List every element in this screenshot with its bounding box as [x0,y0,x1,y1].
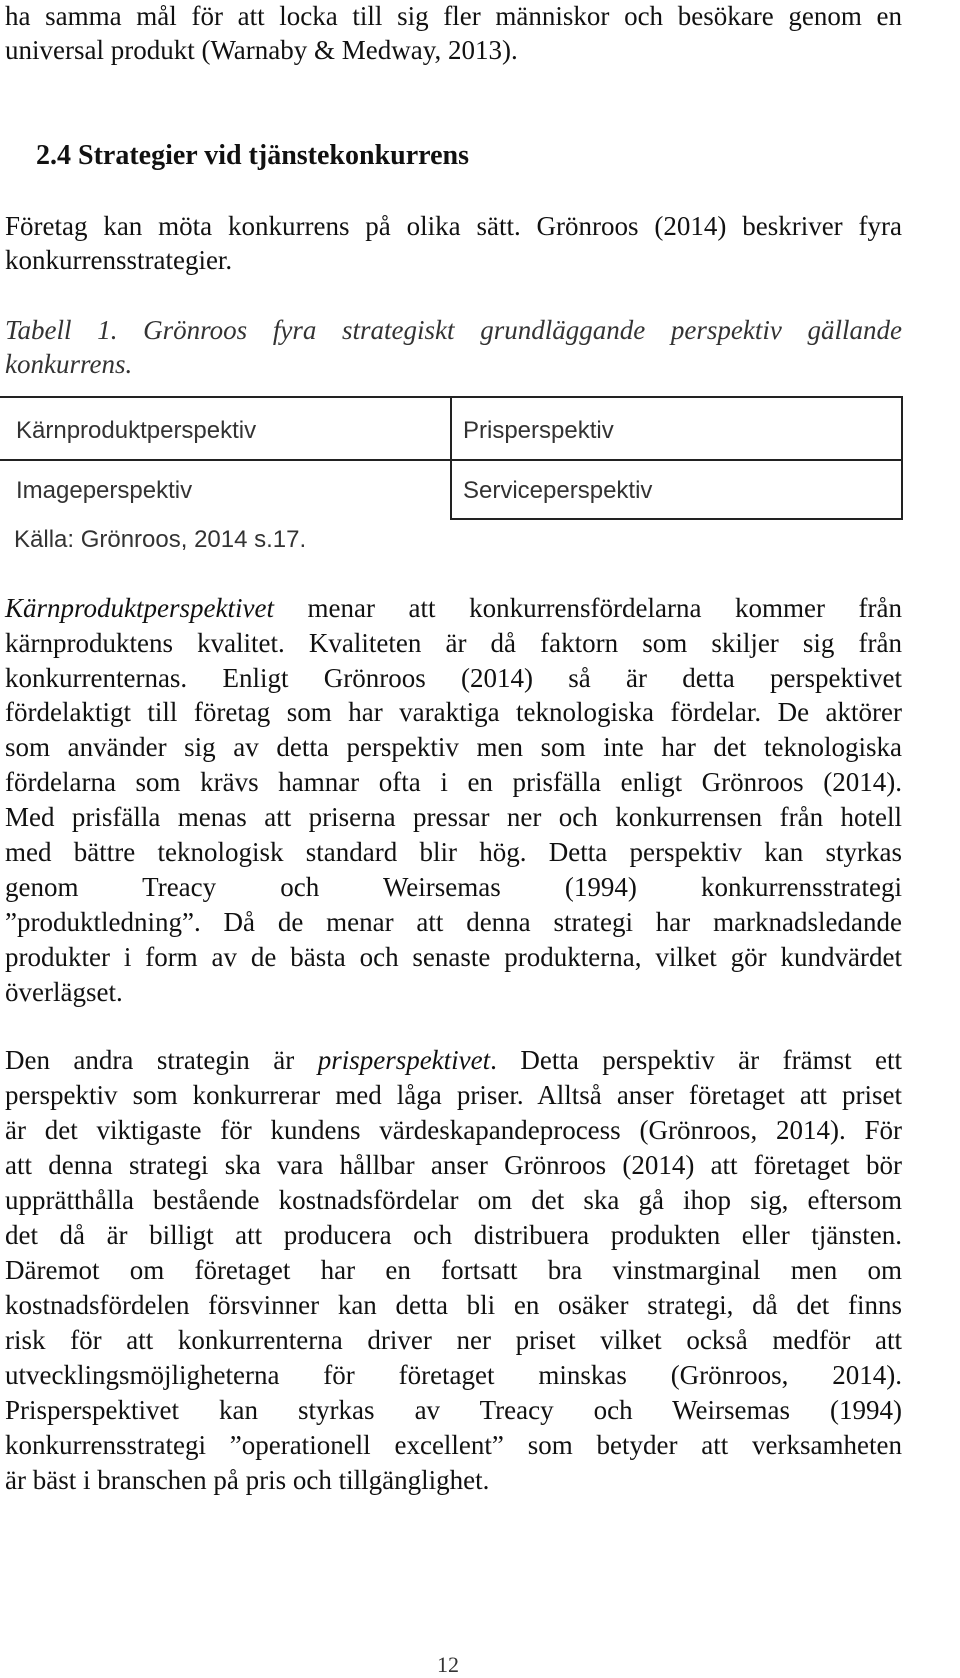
body-line: risk för att konkurrenterna driver ner priset vilket också medför att [5,1325,902,1355]
body-line: fördelaktigt till företag som har varaktiga teknologiska fördelar. De aktörer [5,697,902,727]
body-line: med bättre teknologisk standard blir hög. Detta perspektiv kan styrkas [5,837,902,867]
table-border [901,396,903,520]
table-caption: Tabell 1. Grönroos fyra strategiskt grundläggande perspektiv gällande [5,315,902,345]
table-border [450,396,452,520]
body-line: upprätthålla bestående kostnadsfördelar om det ska gå ihop sig, eftersom [5,1185,902,1215]
body-line: fördelarna som krävs hamnar ofta i en prisfälla enligt Grönroos (2014). [5,767,902,797]
table-source: Källa: Grönroos, 2014 s.17. [14,526,307,553]
page-number: 12 [437,1652,459,1677]
body-line [5,1043,902,1077]
body-line: produkter i form av de bästa och senaste produkterna, vilket gör kundvärdet [5,942,902,972]
table-cell: Serviceperspektiv [463,477,653,504]
body-line: konkurrensstrategier. [5,245,233,275]
table-caption: konkurrens. [5,349,133,379]
body-text: . Detta perspektiv är främst ett [490,1045,903,1075]
body-line: utvecklingsmöjligheterna för företaget minskas (Grönroos, 2014). [5,1360,902,1390]
body-line: kostnadsfördelen försvinner kan detta bli en osäker strategi, då det finns [5,1290,902,1320]
body-line: Prisperspektivet kan styrkas av Treacy och Weirsemas (1994) [5,1395,902,1425]
table-cell: Kärnproduktperspektiv [16,417,257,444]
body-line: Däremot om företaget har en fortsatt bra vinstmarginal men om [5,1255,902,1285]
perspectives-table [0,396,903,520]
emphasis: prisperspektivet [317,1045,491,1075]
body-line: överlägset. [5,977,123,1007]
body-line: Företag kan möta konkurrens på olika sätt. Grönroos (2014) beskriver fyra [5,211,902,241]
body-text: menar att konkurrensfördelarna kommer från [307,593,903,623]
body-line: konkurrensstrategi ”operationell excellent” som betyder att verksamheten [5,1430,902,1460]
body-text: Den andra strategin är [5,1045,295,1075]
table-border [450,518,903,520]
table-cell: Imageperspektiv [16,477,193,504]
body-line: det då är billigt att producera och distribuera produkten eller tjänsten. [5,1220,902,1250]
body-line: konkurrenternas. Enligt Grönroos (2014) så är detta perspektivet [5,663,902,693]
emphasis: Kärnproduktperspektivet [5,593,274,623]
body-line: är det viktigaste för kundens värdeskapandeprocess (Grönroos, 2014). För [5,1115,902,1145]
intro-line: ha samma mål för att locka till sig fler människor och besökare genom en [5,1,902,31]
body-line: perspektiv som konkurrerar med låga priser. Alltså anser företaget att priset [5,1080,902,1110]
body-line: ”produktledning”. Då de menar att denna strategi har marknadsledande [5,907,902,937]
body-line: kärnproduktens kvalitet. Kvaliteten är då faktorn som skiljer sig från [5,628,902,658]
intro-line: universal produkt (Warnaby & Medway, 2013). [5,35,518,65]
body-line: som använder sig av detta perspektiv men som inte har det teknologiska [5,732,902,762]
section-heading: 2.4 Strategier vid tjänstekonkurrens [36,140,469,171]
body-line: är bäst i branschen på pris och tillgänglighet. [5,1465,490,1495]
body-line: att denna strategi ska vara hållbar anser Grönroos (2014) att företaget bör [5,1150,902,1180]
body-line [5,591,902,625]
body-line: genom Treacy och Weirsemas (1994) konkurrensstrategi [5,872,902,902]
table-cell: Prisperspektiv [463,417,614,444]
body-line: Med prisfälla menas att priserna pressar ner och konkurrensen från hotell [5,802,902,832]
